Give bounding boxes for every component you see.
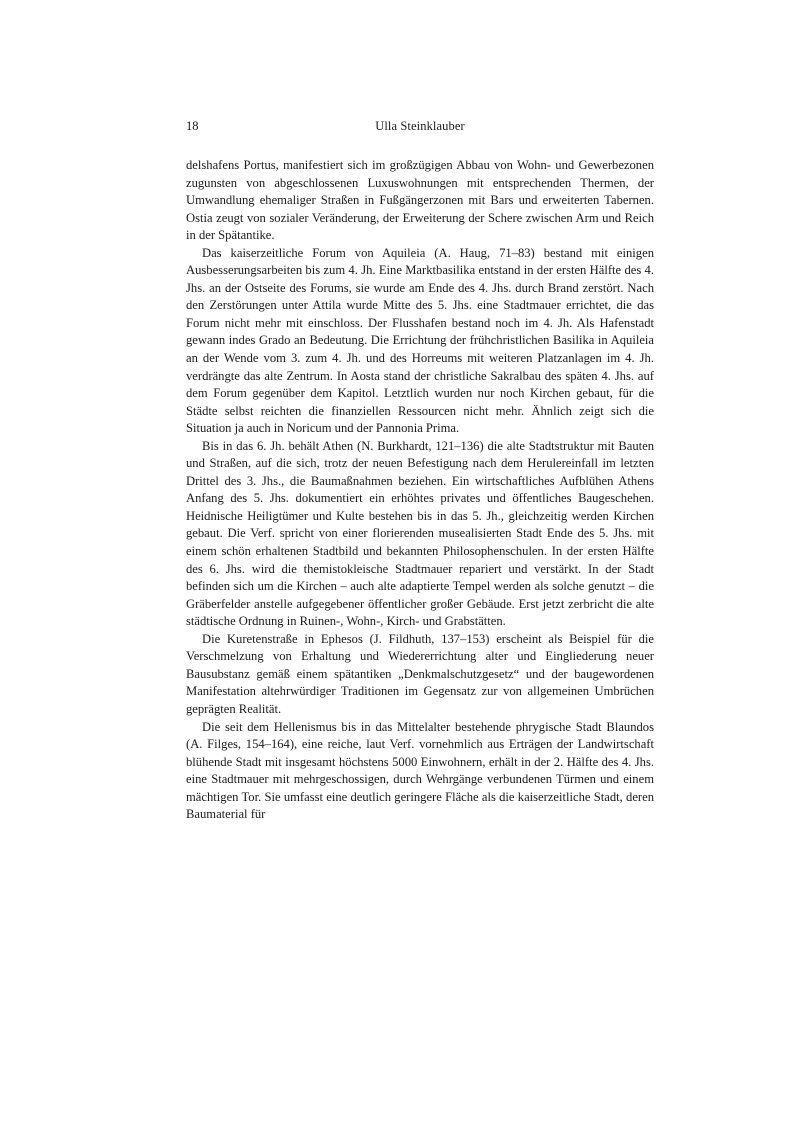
paragraph: Das kaiserzeitliche Forum von Aquileia (A. Haug, 71–83) bestand mit einigen Ausbesserungsarbeiten bis zum 4. Jh. Eine Marktbasilika entstand in der ersten Hälfte des 4. Jhs. an der Ostseite des Forums, sie wurde am Ende des 4. Jhs. durch Brand zerstört. Nach den Zerstörungen unter Attila wurde Mitte des 5. Jhs. eine Stadtmauer errichtet, die das Forum nicht mehr mit einschloss. Der Flusshafen bestand noch im 4. Jh. Als Hafenstadt gewann indes Grado an Bedeutung. Die Errichtung der frühchristlichen Basilika in Aquileia an der Wende vom 3. zum 4. Jh. und des Horreums mit weiteren Platzanlagen im 4. Jh. verdrängte das alte Zentrum. In Aosta stand der christliche Sakralbau des späten 4. Jhs. auf dem Forum gegenüber dem Kapitol. Letztlich wurden nur noch Kirchen gebaut, für die Städte selbst reichten die finanziellen Ressourcen nicht mehr. Ähnlich zeigt sich die Situation ja auch in Noricum und der Pannonia Prima.	[186, 245, 654, 436]
running-head	[186, 118, 654, 134]
paragraph: Bis in das 6. Jh. behält Athen (N. Burkhardt, 121–136) die alte Stadtstruktur mit Bauten und Straßen, auf die sich, trotz der neuen Befestigung nach dem Herulereinfall im letzten Drittel des 3. Jhs., die Baumaßnahmen beziehen. Ein wirtschaftliches Aufblühen Athens Anfang des 5. Jhs. dokumentiert ein erhöhtes privates und öffentliches Baugeschehen. Heidnische Heiligtümer und Kulte bestehen bis in das 5. Jh., gleichzeitig werden Kirchen gebaut. Die Verf. spricht von einer florierenden musealisierten Stadt Ende des 5. Jhs. mit einem schön erhaltenen Stadtbild und bekannten Philosophenschulen. In der ersten Hälfte des 6. Jhs. wird die themistokleische Stadtmauer repariert und verstärkt. In der Stadt befinden sich um die Kirchen – auch alte adaptierte Tempel werden als solche genutzt – die Gräberfelder anstelle aufgegebener öffentlicher großer Gebäude. Erst jetzt zerbricht die alte städtische Ordnung in Ruinen-, Wohn-, Kirch- und Grabstätten.	[186, 438, 654, 629]
paragraph: delshafens Portus, manifestiert sich im großzügigen Abbau von Wohn- und Gewerbezonen zugunsten von abgeschlossenen Luxuswohnungen mit entsprechenden Thermen, der Umwandlung ehemaliger Straßen in Fußgängerzonen mit Bars und erweiterten Tabernen. Ostia zeugt von sozialer Veränderung, der Erweiterung der Schere zwischen Arm und Reich in der Spätantike.	[186, 158, 654, 243]
body-text	[186, 157, 654, 824]
paragraph: Die seit dem Hellenismus bis in das Mittelalter bestehende phrygische Stadt Blaundos (A. Filges, 154–164), eine reiche, laut Verf. vornehmlich aus Erträgen der Landwirtschaft blühende Stadt mit insgesamt höchstens 5000 Einwohnern, erhält in der 2. Hälfte des 4. Jhs. eine Stadtmauer mit mehrgeschossigen, durch Wehrgänge verbundenen Türmen und einem mächtigen Tor. Sie umfasst eine deutlich geringere Fläche als die kaiserzeitliche Stadt, deren Baumaterial für	[186, 719, 654, 822]
running-head-title: Ulla Steinklauber	[375, 119, 465, 133]
paragraph: Die Kuretenstraße in Ephesos (J. Fildhuth, 137–153) erscheint als Beispiel für die Verschmelzung von Erhaltung und Wiedererrichtung alter und Eingliederung neuer Bausubstanz gemäß einem spätantiken „Denkmalschutzgesetz“ und der baugewordenen Manifestation altehrwürdiger Traditionen im Gegensatz zur von allgemeinen Umbrüchen geprägten Realität.	[186, 631, 654, 716]
page-number: 18	[186, 119, 199, 133]
